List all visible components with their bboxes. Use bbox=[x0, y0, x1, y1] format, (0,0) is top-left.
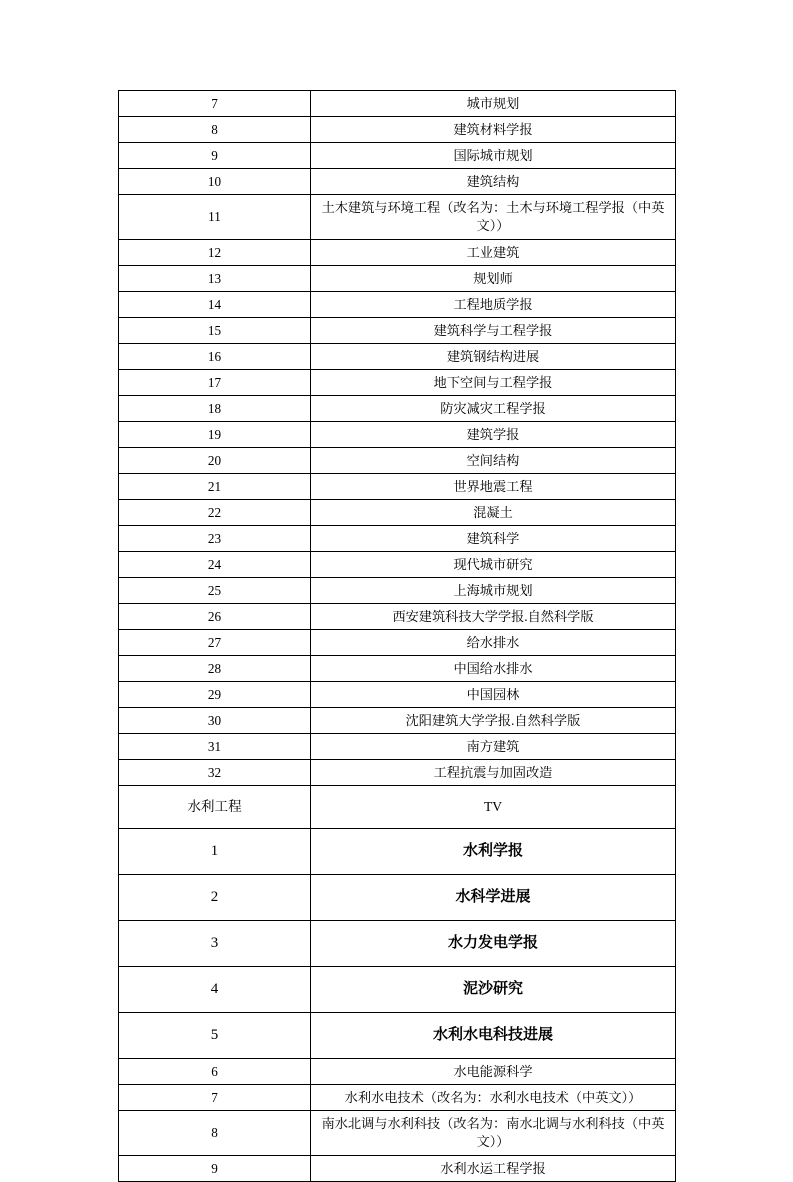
table-row bbox=[119, 921, 676, 967]
table-row bbox=[119, 734, 676, 760]
row-index-cell: 7 bbox=[119, 1085, 311, 1111]
table-row bbox=[119, 240, 676, 266]
table-row bbox=[119, 318, 676, 344]
row-index-cell: 27 bbox=[119, 630, 311, 656]
table-row bbox=[119, 448, 676, 474]
table-row bbox=[119, 829, 676, 875]
journal-name-cell: 中国给水排水 bbox=[311, 656, 676, 682]
table-row bbox=[119, 786, 676, 829]
journal-name-cell: 水利水电技术（改名为：水利水电技术（中英文）） bbox=[311, 1085, 676, 1111]
table-row bbox=[119, 682, 676, 708]
row-index-cell: 20 bbox=[119, 448, 311, 474]
row-index-cell: 24 bbox=[119, 552, 311, 578]
table-row bbox=[119, 1013, 676, 1059]
table-row bbox=[119, 422, 676, 448]
table-row bbox=[119, 656, 676, 682]
journal-name-cell: 防灾减灾工程学报 bbox=[311, 396, 676, 422]
row-index-cell: 15 bbox=[119, 318, 311, 344]
journal-name-cell: 建筑结构 bbox=[311, 169, 676, 195]
journal-name-cell: 现代城市研究 bbox=[311, 552, 676, 578]
table-row bbox=[119, 474, 676, 500]
journal-name-cell: 水电能源科学 bbox=[311, 1059, 676, 1085]
journal-name-cell: TV bbox=[311, 786, 676, 829]
table-row bbox=[119, 169, 676, 195]
journal-name-cell: 水科学进展 bbox=[311, 875, 676, 921]
row-index-cell: 28 bbox=[119, 656, 311, 682]
table-row bbox=[119, 396, 676, 422]
table-row bbox=[119, 630, 676, 656]
table-row bbox=[119, 578, 676, 604]
row-index-cell: 12 bbox=[119, 240, 311, 266]
journal-name-cell: 南方建筑 bbox=[311, 734, 676, 760]
row-index-cell: 11 bbox=[119, 195, 311, 240]
row-index-cell: 13 bbox=[119, 266, 311, 292]
journal-name-cell: 水利水运工程学报 bbox=[311, 1156, 676, 1182]
journal-name-cell: 工程抗震与加固改造 bbox=[311, 760, 676, 786]
row-index-cell: 7 bbox=[119, 91, 311, 117]
journal-name-cell: 工程地质学报 bbox=[311, 292, 676, 318]
journal-name-cell: 上海城市规划 bbox=[311, 578, 676, 604]
table-row bbox=[119, 708, 676, 734]
row-index-cell: 1 bbox=[119, 829, 311, 875]
journal-name-cell: 水利学报 bbox=[311, 829, 676, 875]
row-index-cell: 17 bbox=[119, 370, 311, 396]
table-row bbox=[119, 1111, 676, 1156]
row-index-cell: 25 bbox=[119, 578, 311, 604]
journal-name-cell: 建筑科学 bbox=[311, 526, 676, 552]
row-index-cell: 14 bbox=[119, 292, 311, 318]
row-index-cell: 21 bbox=[119, 474, 311, 500]
journal-name-cell: 土木建筑与环境工程（改名为：土木与环境工程学报（中英文）） bbox=[311, 195, 676, 240]
row-index-cell: 8 bbox=[119, 117, 311, 143]
row-index-cell: 4 bbox=[119, 967, 311, 1013]
journal-name-cell: 规划师 bbox=[311, 266, 676, 292]
row-index-cell: 31 bbox=[119, 734, 311, 760]
row-index-cell: 水利工程 bbox=[119, 786, 311, 829]
journal-name-cell: 水利水电科技进展 bbox=[311, 1013, 676, 1059]
journal-name-cell: 南水北调与水利科技（改名为：南水北调与水利科技（中英文）） bbox=[311, 1111, 676, 1156]
journal-name-cell: 国际城市规划 bbox=[311, 143, 676, 169]
row-index-cell: 19 bbox=[119, 422, 311, 448]
journal-name-cell: 地下空间与工程学报 bbox=[311, 370, 676, 396]
table-row bbox=[119, 526, 676, 552]
journal-name-cell: 西安建筑科技大学学报.自然科学版 bbox=[311, 604, 676, 630]
table-row bbox=[119, 875, 676, 921]
table-row bbox=[119, 143, 676, 169]
row-index-cell: 18 bbox=[119, 396, 311, 422]
journal-name-cell: 工业建筑 bbox=[311, 240, 676, 266]
table-row bbox=[119, 292, 676, 318]
table-row bbox=[119, 117, 676, 143]
row-index-cell: 10 bbox=[119, 169, 311, 195]
journal-name-cell: 城市规划 bbox=[311, 91, 676, 117]
table-row bbox=[119, 604, 676, 630]
table-row bbox=[119, 552, 676, 578]
row-index-cell: 8 bbox=[119, 1111, 311, 1156]
table-row bbox=[119, 195, 676, 240]
journal-name-cell: 建筑材料学报 bbox=[311, 117, 676, 143]
journal-name-cell: 水力发电学报 bbox=[311, 921, 676, 967]
table-row bbox=[119, 91, 676, 117]
table-row bbox=[119, 760, 676, 786]
row-index-cell: 3 bbox=[119, 921, 311, 967]
journal-name-cell: 给水排水 bbox=[311, 630, 676, 656]
journal-table bbox=[118, 90, 676, 1182]
journal-name-cell: 建筑科学与工程学报 bbox=[311, 318, 676, 344]
table-row bbox=[119, 370, 676, 396]
table-row bbox=[119, 500, 676, 526]
row-index-cell: 29 bbox=[119, 682, 311, 708]
row-index-cell: 23 bbox=[119, 526, 311, 552]
row-index-cell: 5 bbox=[119, 1013, 311, 1059]
journal-name-cell: 沈阳建筑大学学报.自然科学版 bbox=[311, 708, 676, 734]
journal-name-cell: 泥沙研究 bbox=[311, 967, 676, 1013]
table-row bbox=[119, 344, 676, 370]
journal-name-cell: 空间结构 bbox=[311, 448, 676, 474]
row-index-cell: 26 bbox=[119, 604, 311, 630]
row-index-cell: 9 bbox=[119, 143, 311, 169]
row-index-cell: 32 bbox=[119, 760, 311, 786]
row-index-cell: 2 bbox=[119, 875, 311, 921]
row-index-cell: 22 bbox=[119, 500, 311, 526]
row-index-cell: 30 bbox=[119, 708, 311, 734]
row-index-cell: 16 bbox=[119, 344, 311, 370]
table-row bbox=[119, 1085, 676, 1111]
table-row bbox=[119, 1156, 676, 1182]
journal-name-cell: 世界地震工程 bbox=[311, 474, 676, 500]
row-index-cell: 9 bbox=[119, 1156, 311, 1182]
table-body bbox=[119, 91, 676, 1182]
table-row bbox=[119, 1059, 676, 1085]
journal-name-cell: 建筑钢结构进展 bbox=[311, 344, 676, 370]
table-row bbox=[119, 266, 676, 292]
journal-name-cell: 混凝土 bbox=[311, 500, 676, 526]
journal-name-cell: 中国园林 bbox=[311, 682, 676, 708]
table-row bbox=[119, 967, 676, 1013]
journal-name-cell: 建筑学报 bbox=[311, 422, 676, 448]
row-index-cell: 6 bbox=[119, 1059, 311, 1085]
